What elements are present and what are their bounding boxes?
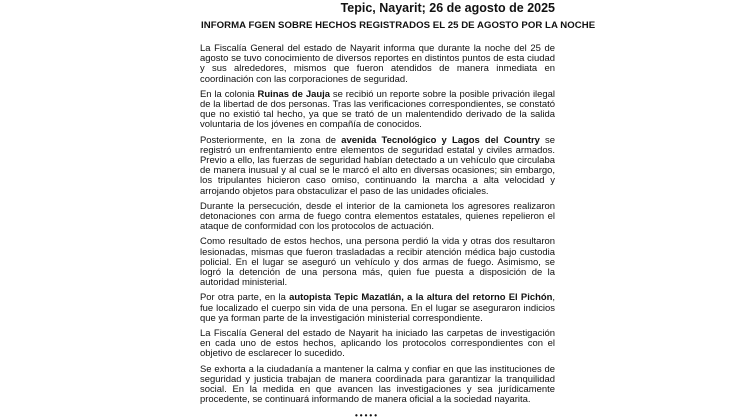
location-highlight: autopista Tepic Mazatlán, a la altura del retorno El Pichón [289, 292, 553, 304]
document-body [200, 44, 555, 411]
end-separator: ••••• [355, 411, 380, 420]
paragraph [200, 329, 555, 360]
paragraph-text: se registró un enfrentamiento entre elementos de seguridad estatal y civiles armados. Previo a ello, las fuerzas de seguridad habían detectado a un vehículo que circulaba de manera inusual y al cual se le marcó el alto en diversas ocasiones; sin embargo, los tripulantes hicieron caso omiso, continuando la marcha a alta velocidad y arrojando objetos para obstaculizar el paso de las unidades oficiales. [200, 134, 556, 197]
paragraph [200, 90, 555, 131]
paragraph-text: Durante la persecución, desde el interior de la camioneta los agresores realizaron detonaciones con arma de fuego contra elementos estatales, quienes repelieron el ataque de conformidad con los protocolos de actuación. [200, 200, 555, 233]
paragraph [200, 44, 555, 85]
paragraph-text: La Fiscalía General del estado de Nayarit informa que durante la noche del 25 de agosto se tuvo conocimiento de diversos reportes en distintos puntos de esta ciudad y sus alrededores, mismos que fueron atendidos de manera inmediata en coordinación con las corporaciones de seguridad. [200, 43, 555, 85]
paragraph [200, 237, 555, 288]
paragraph-text: Posteriormente, en la zona de [200, 134, 342, 146]
date-line: Tepic, Nayarit; 26 de agosto de 2025 [340, 1, 555, 15]
paragraph [200, 202, 555, 233]
paragraph-text: La Fiscalía General del estado de Nayarit ha iniciado las carpetas de investigación en cada uno de estos hechos, aplicando los protocolos correspondientes con el objetivo de esclarecer lo sucedido. [200, 328, 555, 360]
paragraph-text: , fue localizado el cuerpo sin vida de una persona. En el lugar se aseguraron indicios que ya forman parte de la investigación ministerial correspondiente. [200, 292, 555, 324]
paragraph-text: Se exhorta a la ciudadanía a mantener la calma y confiar en que las instituciones de seguridad y justicia trabajan de manera coordinada para garantizar la tranquilidad social. En la medida en que avancen las investigaciones y sea jurídicamente procedente, se continuará informando de manera oficial a la sociedad nayarita. [200, 363, 555, 406]
paragraph-text: Por otra parte, en la [200, 292, 290, 304]
paragraph-text: Como resultado de estos hechos, una persona perdió la vida y otras dos resultaron lesionadas, mismas que fueron trasladadas a recibir atención médica bajo custodia policial. En el lugar se aseguró un vehículo y dos armas de fuego. Asimismo, se logró la detención de una persona más, quien fue puesta a disposición de la autoridad ministerial. [200, 236, 555, 289]
paragraph-text: se recibió un reporte sobre la posible privación ilegal de la libertad de dos personas. Tras las verificaciones correspondientes, se constató que no existió tal hecho, ya que se trató de un malentendido derivado de la salida voluntaria de los jóvenes en compañía de conocidos. [200, 88, 555, 131]
paragraph-text: En la colonia [200, 88, 258, 100]
paragraph [200, 293, 555, 324]
location-highlight: avenida Tecnológico y Lagos del Country [341, 134, 540, 146]
location-highlight: Ruinas de Jauja [257, 88, 330, 100]
press-release-title: INFORMA FGEN SOBRE HECHOS REGISTRADOS EL 25 DE AGOSTO POR LA NOCHE [201, 20, 596, 31]
paragraph [200, 136, 555, 197]
paragraph [200, 365, 555, 406]
